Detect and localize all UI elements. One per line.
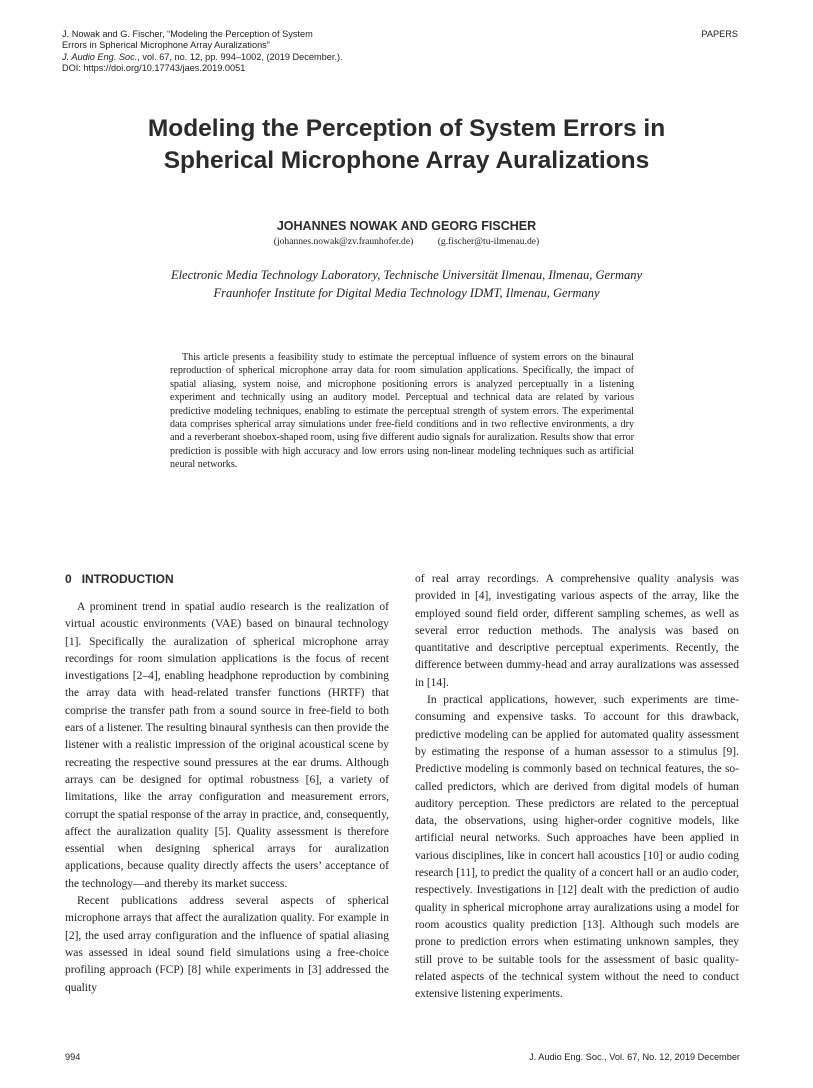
section-number: 0 (65, 572, 72, 586)
affiliations (0, 267, 813, 302)
footer-journal-info: J. Audio Eng. Soc., Vol. 67, No. 12, 2019 December (529, 1052, 740, 1062)
doi-link[interactable]: DOI: https://doi.org/10.17743/jaes.2019.0051 (62, 62, 246, 73)
paragraph: In practical applications, however, such experiments are time-consuming and expensive tasks. To account for this drawback, predictive modeling can be applied for automated quality assessment by estimating the response of a human assessor to a stimulus [9]. Predictive modeling is commonly based on technical features, the so-called predictors, which are derived from digital models of human auditory perception. These predictors are related to the perceptual data, the observations, using higher-order cognitive models, like artificial neural networks. Such approaches have been applied in various disciplines, like in concert hall acoustics [10] or audio coding research [11], to predict the quality of a concert hall or an audio coder, respectively. Investigations in [12] dealt with the prediction of audio quality in spherical microphone array auralizations using a model for room acoustics quality prediction [13]. Although such models are prone to prediction errors when estimating unknown samples, they still prove to be suitable tools for the assessment of basic quality-related aspects of the technical system without the need to conduct extensive listening experiments. (415, 694, 739, 1001)
affiliation-2: Fraunhofer Institute for Digital Media Technology IDMT, Ilmenau, Germany (213, 285, 600, 300)
journal-name: J. Audio Eng. Soc. (62, 51, 138, 62)
paper-title (60, 113, 753, 177)
citation-line-2: Errors in Spherical Microphone Array Auralizations” (62, 40, 270, 51)
citation-line-1: J. Nowak and G. Fischer, “Modeling the Perception of System (62, 29, 313, 39)
title-line-1: Modeling the Perception of System Errors in (147, 115, 666, 142)
paragraph: of real array recordings. A comprehensive quality analysis was provided in [4], investigating various aspects of the array, like the employed sound field order, different sampling schemes, as well as several error reduction methods. The analysis was based on quantitative and descriptive perceptual experiments. Recently, the difference between dummy-head and array auralizations was assessed in [14]. (415, 573, 739, 689)
paragraph: Recent publications address several aspects of spherical microphone arrays that affect the auralization quality. For example in [2], the used array configuration and the influence of spatial aliasing was assessed in ideal sound field simulations using a free-choice profiling approach (FCP) [8] while experiments in [3] addressed the quality (65, 895, 389, 994)
affiliation-1: Electronic Media Technology Laboratory, Technische Universität Ilmenau, Ilmenau, Germany (170, 268, 643, 282)
email-nowak[interactable]: (johannes.nowak@zv.fraunhofer.de) (273, 236, 414, 247)
authors: JOHANNES NOWAK AND GEORG FISCHER (276, 219, 537, 233)
citation-details: , vol. 67, no. 12, pp. 994–1002, (2019 December.). (137, 51, 343, 62)
author-emails (0, 236, 813, 247)
section-label: PAPERS (701, 29, 738, 39)
page-number: 994 (65, 1052, 81, 1062)
right-column (415, 571, 739, 1003)
section-heading (65, 571, 389, 587)
abstract: This article presents a feasibility study to estimate the perceptual influence of system errors on the binaural reproduction of spherical microphone array data for room simulation applications. Specifically, the impact of spatial aliasing, system noise, and microphone positioning errors is analyzed perceptually in a listening experiment and technically using an auditory model. Perceptual and technical data are related by various predictive modeling techniques, enabling to estimate the perceptual strength of system errors. The experimental data comprises spherical array simulations under free-field conditions and in two reflective environments, a dry and a reverberant shoebox-shaped room, using five different audio signals for auralization. Results show that error prediction is possible with high accuracy and low errors using non-linear modeling techniques such as artificial neural networks. (170, 352, 634, 471)
citation-header (62, 29, 343, 74)
email-fischer[interactable]: (g.fischer@tu-ilmenau.de) (437, 236, 540, 247)
left-column (65, 571, 389, 997)
citation-line-3 (62, 52, 343, 63)
section-title: INTRODUCTION (81, 572, 174, 586)
title-line-2: Spherical Microphone Array Auralizations (163, 147, 650, 174)
paragraph: A prominent trend in spatial audio research is the realization of virtual acoustic environments (VAE) based on binaural technology [1]. Specifically the auralization of spherical microphone array recordings for room simulation applications is the focus of recent investigations [2–4], enabling headphone reproduction by combining the array data with head-related transfer functions (HRTF) that comprise the transfer path from a sound source in free-field to both ears of a listener. The resulting binaural synthesis can then provide the listener with a realistic impression of the original acoustical scene by recreating the respective sound pressures at the ear drums. Although arrays can be designed for optimal robustness [6], a variety of limitations, like the array configuration and measurement errors, corrupt the spatial response of the array in practice, and, consequently, affect the auralization quality [5]. Quality assessment is therefore essential when designing spherical arrays for auralization applications, because quality directly affects the users’ acceptance of the technology—and thereby its market success. (65, 601, 390, 890)
